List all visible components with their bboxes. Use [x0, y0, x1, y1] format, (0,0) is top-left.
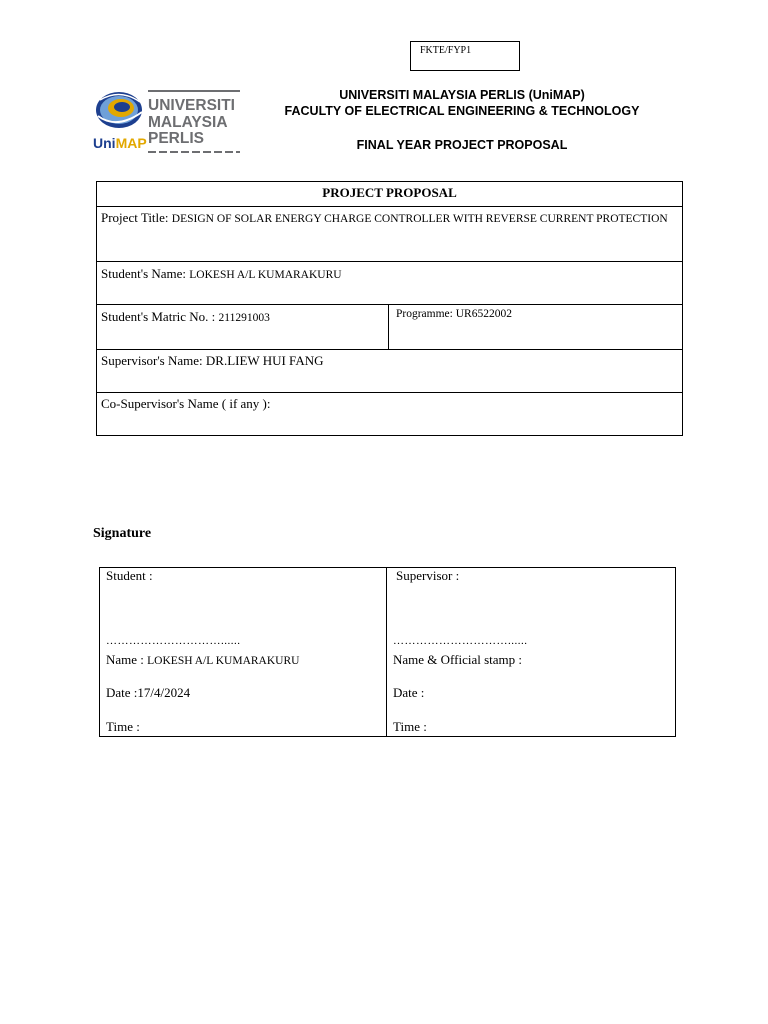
student-name-field: [97, 262, 683, 305]
form-code: FKTE/FYP1: [420, 45, 472, 56]
student-sign-name-value: LOKESH A/L KUMARAKURU: [147, 655, 300, 667]
proposal-heading: PROJECT PROPOSAL: [97, 182, 683, 207]
matric-value: 211291003: [218, 312, 270, 324]
student-name-value: LOKESH A/L KUMARAKURU: [189, 269, 342, 281]
student-name-line: [106, 652, 299, 668]
student-date: Date :17/4/2024: [106, 685, 191, 700]
project-title-value: DESIGN OF SOLAR ENERGY CHARGE CONTROLLER WITH REVERSE CURRENT PROTECTION: [171, 213, 668, 225]
supervisor-sign-line: …………………………......: [393, 635, 528, 647]
logo-line1: UNIVERSITI: [148, 97, 235, 114]
matric-field: [97, 305, 389, 350]
form-code-box: [410, 41, 520, 71]
project-title-label: Project Title:: [101, 210, 169, 225]
cosupervisor-field: [97, 393, 683, 436]
student-sign-line: …………………………......: [106, 635, 241, 647]
supervisor-name-stamp-label: Name & Official stamp :: [393, 652, 523, 667]
document-title: FINAL YEAR PROJECT PROPOSAL: [356, 138, 568, 152]
student-name-label: Student's Name:: [101, 266, 187, 281]
student-signature-cell: [100, 568, 387, 737]
supervisor-time: Time :: [393, 719, 427, 734]
faculty-name: FACULTY OF ELECTRICAL ENGINEERING & TECHNOLOGY: [284, 104, 640, 118]
unimap-logo-emblem-icon: [92, 86, 242, 156]
signature-table: [99, 567, 676, 737]
matric-label: Student's Matric No. :: [101, 309, 216, 324]
logo-line3: PERLIS: [148, 130, 204, 147]
logo-line2: MALAYSIA: [148, 114, 228, 131]
proposal-form: [96, 181, 683, 436]
programme-field: [389, 305, 683, 350]
student-time: Time :: [106, 719, 140, 734]
supervisor-signature-cell: [387, 568, 676, 737]
logo-brand-text: UniMAP: [93, 135, 147, 151]
supervisor-sign-label: Supervisor :: [396, 568, 460, 583]
programme-label: Programme:: [396, 308, 453, 320]
student-sign-name-label: Name :: [106, 652, 144, 667]
cosupervisor-label: Co-Supervisor's Name ( if any ):: [101, 396, 271, 411]
supervisor-date: Date :: [393, 685, 425, 700]
programme-value: UR6522002: [455, 308, 512, 320]
university-name: UNIVERSITI MALAYSIA PERLIS (UniMAP): [339, 88, 585, 102]
student-sign-label: Student :: [106, 568, 153, 583]
unimap-logo: [92, 86, 242, 156]
supervisor-field: [97, 350, 683, 393]
supervisor-label: Supervisor's Name:: [101, 353, 203, 368]
project-title-field: [97, 207, 683, 262]
supervisor-value: DR.LIEW HUI FANG: [205, 353, 324, 368]
signature-heading: Signature: [93, 526, 152, 541]
